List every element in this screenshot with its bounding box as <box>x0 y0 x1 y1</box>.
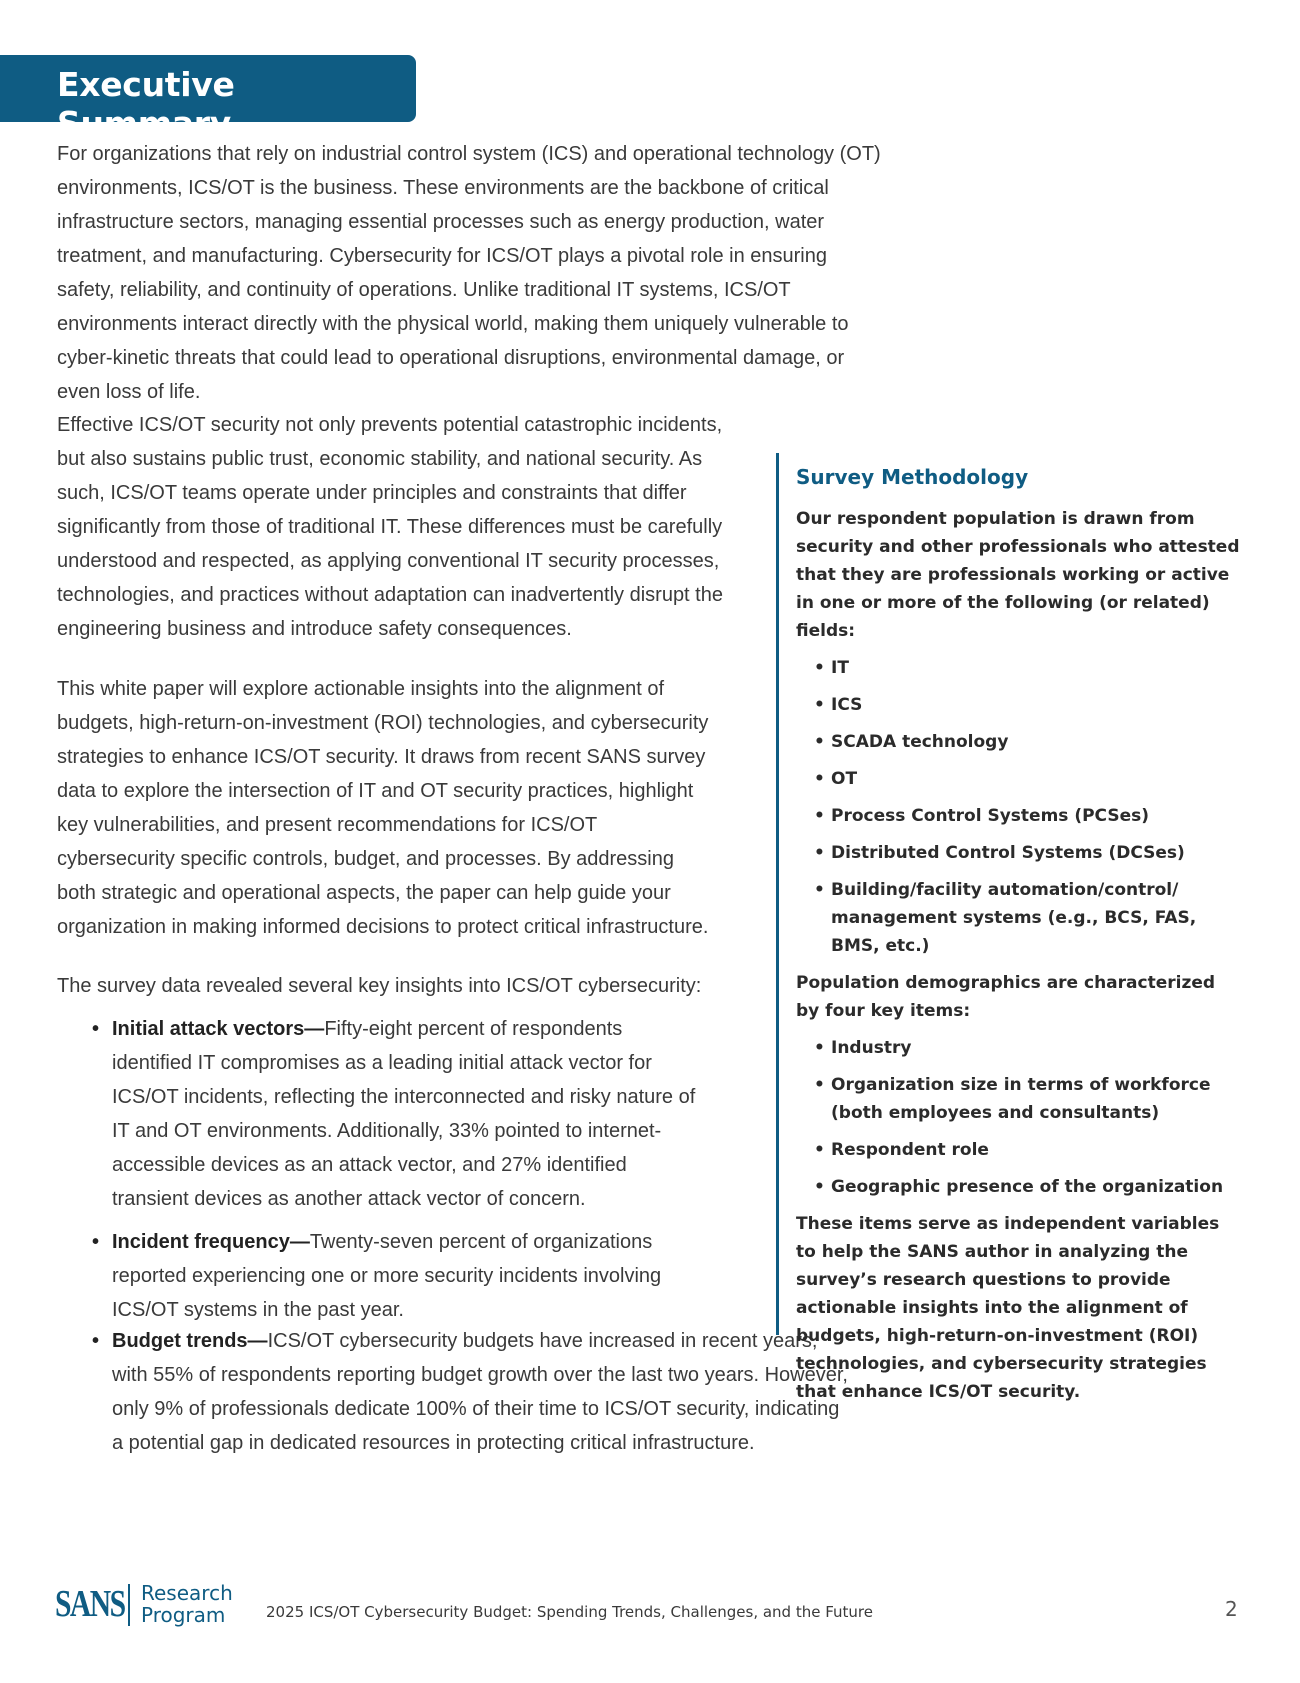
bullet-icon: • <box>814 806 825 826</box>
field-label: ICS <box>831 695 863 715</box>
insight-lead: Budget trends— <box>112 1330 268 1352</box>
section-title-tab <box>0 55 416 143</box>
sidebar-title: Survey Methodology <box>796 465 1029 489</box>
list-item <box>814 1071 1244 1127</box>
insight-text: Fifty-eight percent of respondents identified IT compromises as a leading initial attack vector for ICS/OT incidents, reflecting the interconnected and risky nature of IT and OT environments. Additionally, 33% pointed to internet-accessible devices as an attack vector, and 27% identified transient devices as another attack vector of concern. <box>112 1018 696 1210</box>
list-item <box>814 654 1244 682</box>
list-item <box>92 1012 700 1216</box>
bullet-icon: • <box>814 1075 825 1095</box>
list-item <box>814 1173 1244 1201</box>
logo-line-program: Program <box>141 1603 226 1627</box>
demographic-label: Geographic presence of the organization <box>831 1177 1224 1197</box>
list-item <box>814 1034 1244 1062</box>
field-label: Building/facility automation/control/ management systems (e.g., BCS, FAS, BMS, etc.) <box>831 880 1197 956</box>
list-item <box>814 691 1244 719</box>
paragraph-white-paper: This white paper will explore actionable insights into the alignment of budgets, high-return-on-investment (ROI) technologies, and cybersecurity strategies to enhance ICS/OT security. It draws from recent SANS survey data to explore the intersection of IT and OT security practices, highlight key vulnerabilities, and present recommendations for ICS/OT cybersecurity specific controls, budget, and processes. By addressing both strategic and operational aspects, the paper can help guide your organization in making informed decisions to protect critical infrastructure. <box>57 678 709 938</box>
fields-list <box>796 654 1244 960</box>
demographics-list <box>796 1034 1244 1201</box>
demographic-label: Industry <box>831 1038 912 1058</box>
bullet-icon: • <box>814 1177 825 1197</box>
logo-subtitle <box>141 1582 261 1626</box>
bullet-icon: • <box>92 1018 100 1040</box>
page-number: 2 <box>1225 1597 1238 1621</box>
field-label: OT <box>831 769 858 789</box>
bullet-icon: • <box>814 1140 825 1160</box>
insight-lead: Initial attack vectors— <box>112 1018 325 1040</box>
page-title: Executive Summary <box>57 65 235 143</box>
bullet-icon: • <box>814 880 825 900</box>
insight-lead: Incident frequency— <box>112 1231 310 1253</box>
paragraph-key-insights: The survey data revealed several key insights into ICS/OT cybersecurity: <box>57 975 702 997</box>
bullet-icon: • <box>92 1231 100 1253</box>
bullet-icon: • <box>814 1038 825 1058</box>
bullet-icon: • <box>92 1330 100 1352</box>
field-label: Process Control Systems (PCSes) <box>831 806 1150 826</box>
sans-logo-mark: SANS <box>55 1583 125 1625</box>
paragraph-intro: For organizations that rely on industrial control system (ICS) and operational technology (OT) environments, ICS/OT is the business. These environments are the backbone of critical infrastructure sectors, managing essential processes such as energy production, water treatment, and manufacturing. Cybersecurity for ICS/OT plays a pivotal role in ensuring safety, reliability, and continuity of operations. Unlike traditional IT systems, ICS/OT environments interact directly with the physical world, making them uniquely vulnerable to cyber-kinetic threats that could lead to operational disruptions, environmental damage, or even loss of life. <box>57 143 881 403</box>
field-label: Distributed Control Systems (DCSes) <box>831 843 1185 863</box>
list-item <box>814 728 1244 756</box>
footer-document-title: 2025 ICS/OT Cybersecurity Budget: Spending Trends, Challenges, and the Future <box>266 1603 874 1621</box>
list-item <box>814 1136 1244 1164</box>
list-item <box>814 802 1244 830</box>
paragraph-importance: Effective ICS/OT security not only prevents potential catastrophic incidents, but also sustains public trust, economic stability, and national security. As such, ICS/OT teams operate under principles and constraints that differ significantly from those of traditional IT. These differences must be carefully understood and respected, as applying conventional IT security processes, technologies, and practices without adaptation can inadvertently disrupt the engineering business and introduce safety consequences. <box>57 414 723 640</box>
bullet-icon: • <box>814 769 825 789</box>
sidebar-closing: These items serve as independent variables to help the SANS author in analyzing the survey’s research questions to provide actionable insights into the alignment of budgets, high-return-on-investment (ROI) technologies, and cybersecurity strategies that enhance ICS/OT security. <box>796 1214 1220 1402</box>
logo-line-research: Research <box>141 1581 233 1605</box>
list-item <box>814 876 1244 960</box>
insights-list-continued <box>92 1324 852 1469</box>
logo-divider <box>128 1584 130 1626</box>
insight-text: Twenty-seven percent of organizations reported experiencing one or more security incidents involving ICS/OT systems in the past year. <box>112 1231 662 1321</box>
insight-text: ICS/OT cybersecurity budgets have increased in recent years, with 55% of respondents reporting budget growth over the last two years. However, only 9% of professionals dedicate 100% of their time to ICS/OT security, indicating a potential gap in dedicated resources in protecting critical infrastructure. <box>112 1330 848 1454</box>
list-item <box>92 1225 700 1327</box>
insights-list <box>92 1012 700 1336</box>
bullet-icon: • <box>814 695 825 715</box>
sidebar-demographics-intro: Population demographics are characterized by four key items: <box>796 973 1216 1021</box>
demographic-label: Organization size in terms of workforce (both employees and consultants) <box>831 1075 1211 1123</box>
field-label: IT <box>831 658 849 678</box>
list-item <box>814 839 1244 867</box>
sidebar-intro: Our respondent population is drawn from security and other professionals who attested that they are professionals working or active in one or more of the following (or related) fields: <box>796 509 1240 641</box>
bullet-icon: • <box>814 732 825 752</box>
survey-methodology-sidebar <box>776 453 1249 1402</box>
list-item <box>92 1324 852 1460</box>
bullet-icon: • <box>814 843 825 863</box>
list-item <box>814 765 1244 793</box>
demographic-label: Respondent role <box>831 1140 989 1160</box>
bullet-icon: • <box>814 658 825 678</box>
field-label: SCADA technology <box>831 732 1009 752</box>
